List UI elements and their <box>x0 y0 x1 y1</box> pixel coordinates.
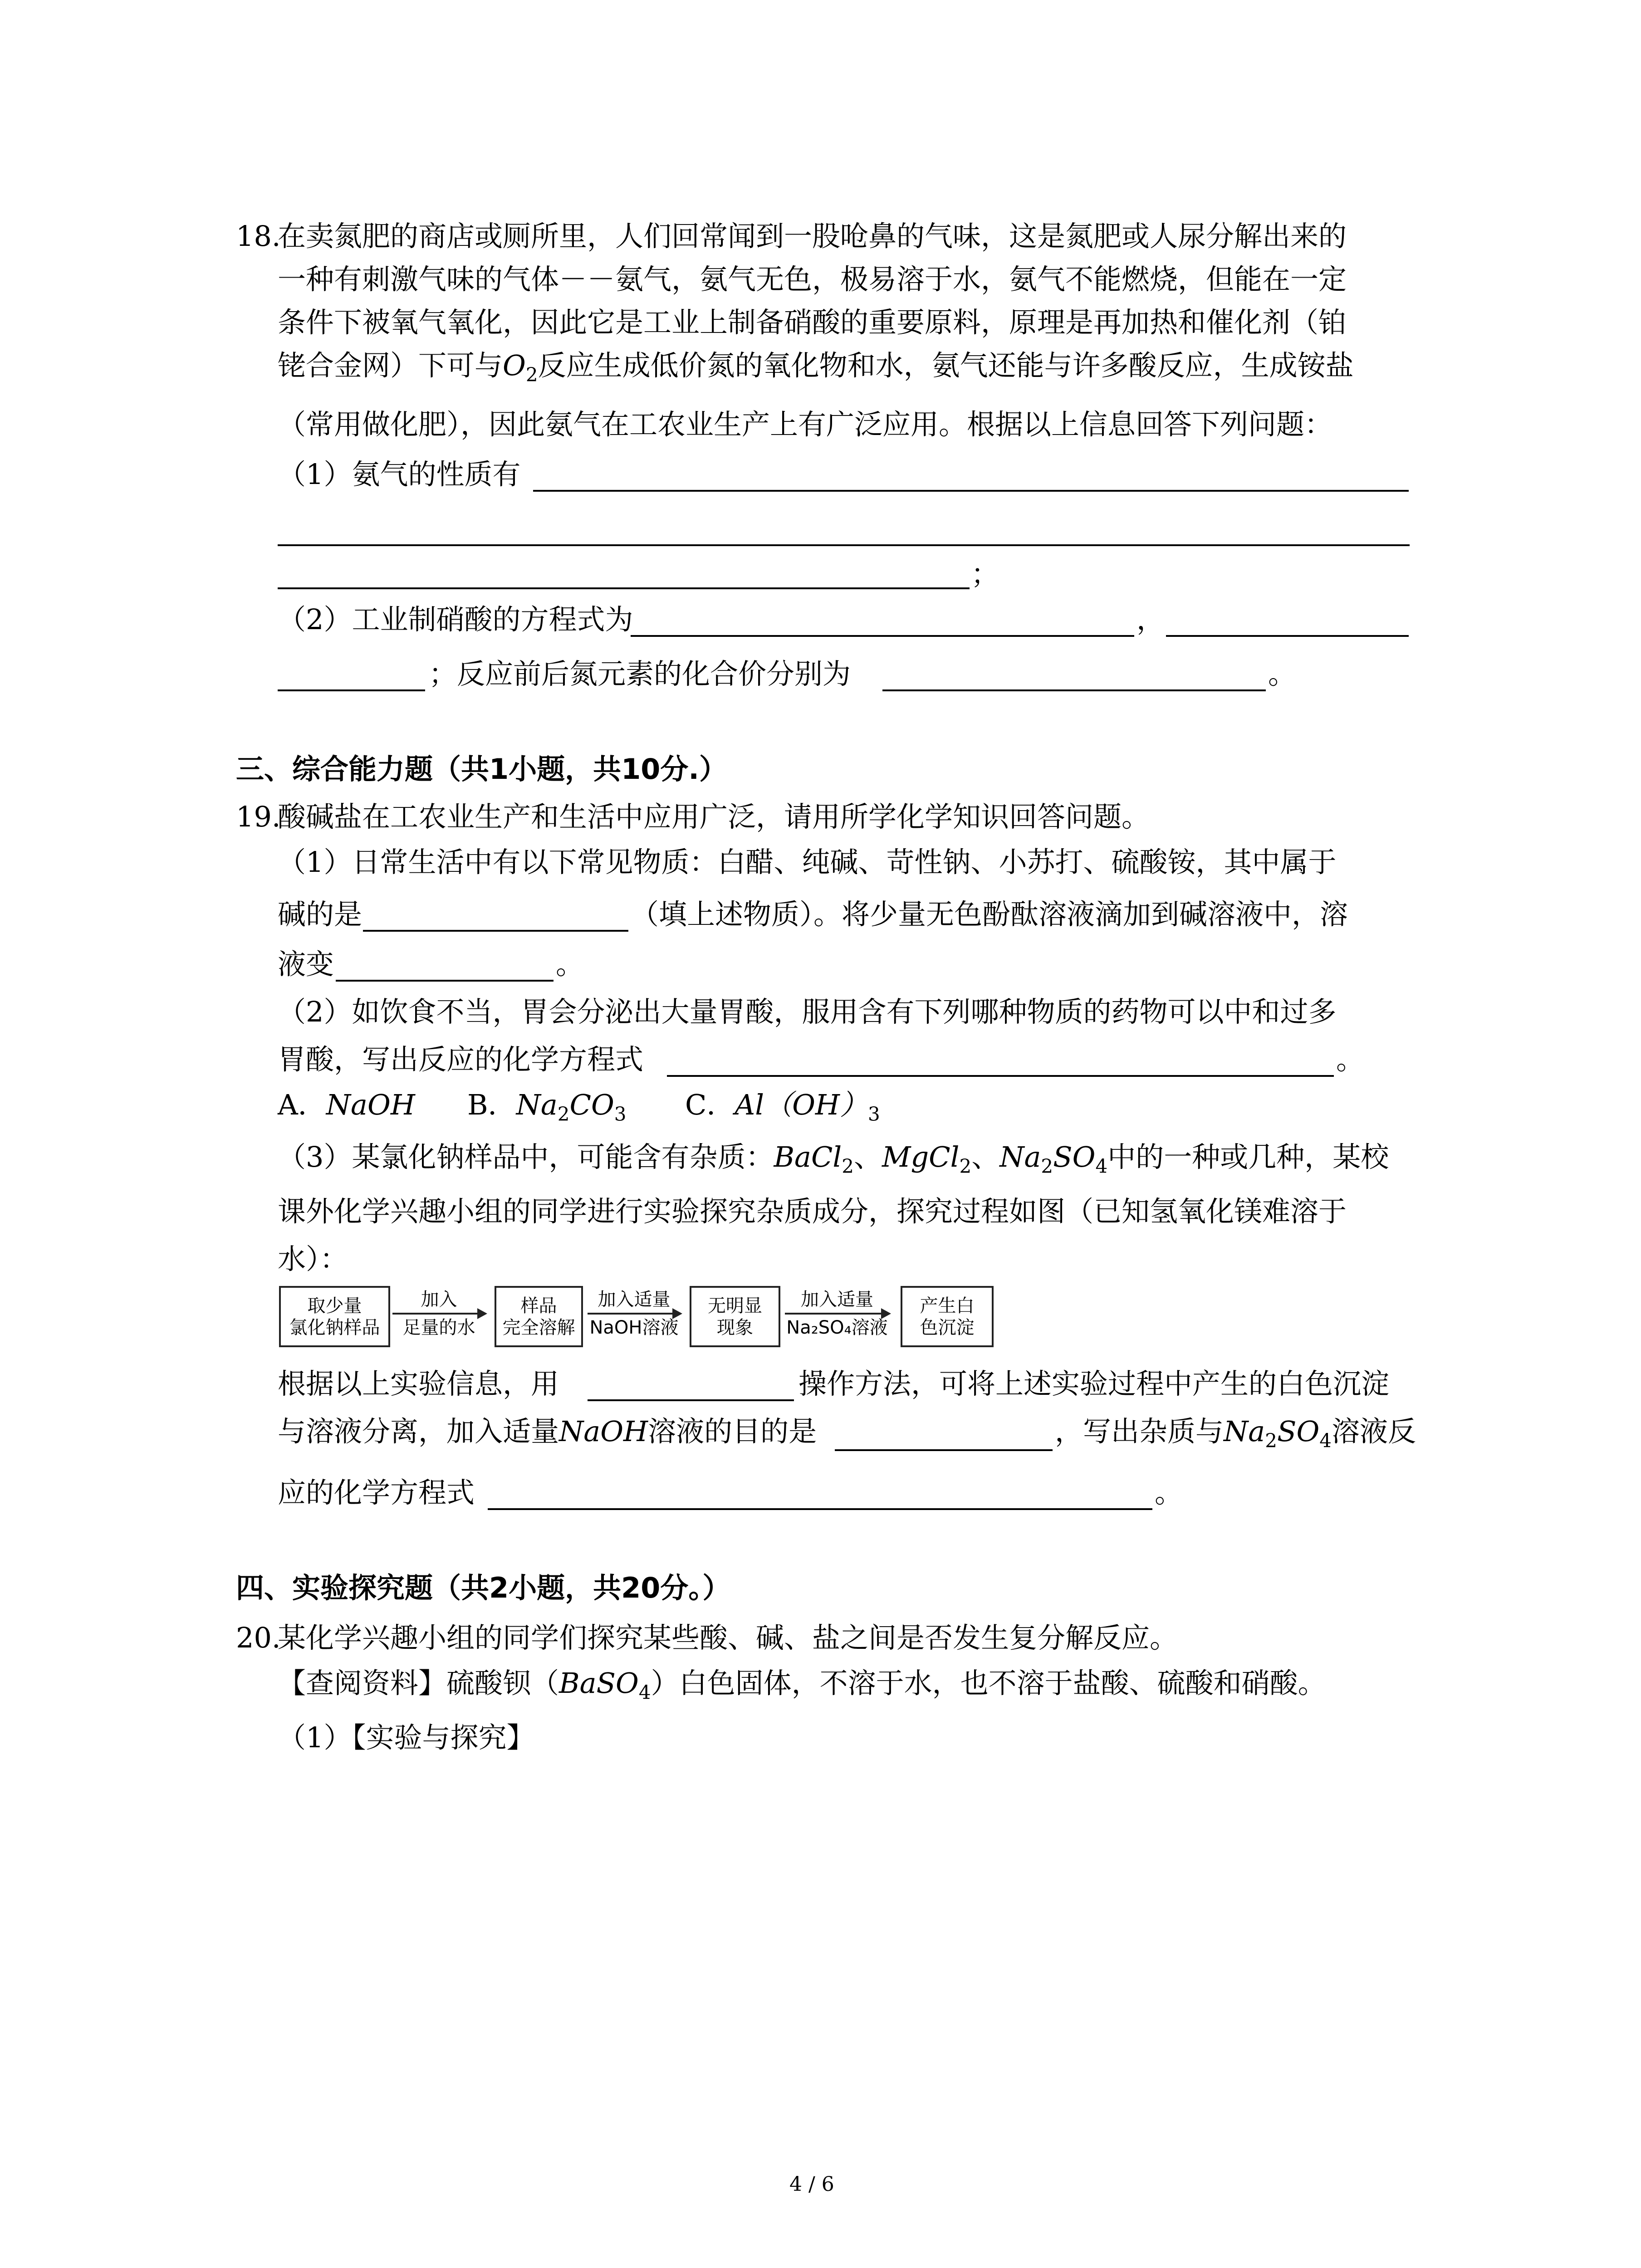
section-3-title: 三、综合能力题（共1小题，共10分.） <box>236 753 727 786</box>
q19-part-4-line-2a <box>278 1415 817 1448</box>
q20-line-3: （1）【实验与探究】 <box>278 1721 535 1754</box>
q18-formula-o2: O <box>503 349 526 382</box>
flow-arrow-naoh <box>588 1288 681 1339</box>
q18-answer-blank-1[interactable] <box>533 490 1409 492</box>
flow-box-no-change-line-1: 无明显 <box>708 1295 762 1316</box>
q19-part-3-line-3: 水）： <box>278 1242 348 1276</box>
flow-box-precipitate <box>901 1286 994 1347</box>
q19-part-4-text-a: 根据以上实验信息，用 <box>278 1367 559 1400</box>
q19-option-a-formula: NaOH <box>326 1088 415 1121</box>
flow-box-dissolved <box>495 1286 583 1347</box>
q19-option-a <box>278 1088 415 1121</box>
q19-part-4-so: SO <box>1277 1415 1320 1448</box>
flow-box-no-change-line-2: 现象 <box>717 1317 753 1338</box>
flow-arrow-na2so4-above: 加入适量 <box>801 1289 873 1310</box>
q19-answer-blank-1[interactable] <box>363 930 628 932</box>
q18-part-2-text-b: ；反应前后氮元素的化合价分别为 <box>429 657 851 690</box>
q18-part-2-label: （2）工业制硝酸的方程式为 <box>278 603 633 636</box>
q19-option-b-formula-2: CO <box>569 1088 614 1121</box>
flow-box-no-change <box>690 1286 780 1347</box>
q19-option-b-sub-2: 3 <box>614 1103 627 1125</box>
q19-part-1-text-d: 液变 <box>278 948 334 981</box>
q19-part-1-text-b: 碱的是 <box>278 898 362 931</box>
q19-part-1-line-1: （1）日常生活中有以下常见物质：白醋、纯碱、苛性钠、小苏打、硫酸铵，其中属于 <box>278 846 1337 879</box>
q19-part-1-text-e: 。 <box>556 948 584 981</box>
flow-box-dissolved-line-2: 完全溶解 <box>502 1317 575 1338</box>
q20-line-2-text-b: ）白色固体，不溶于水，也不溶于盐酸、硫酸和硝酸。 <box>651 1667 1326 1700</box>
q19-part-3-mgcl: MgCl <box>882 1140 960 1173</box>
flow-arrow-naoh-shaft <box>588 1313 681 1315</box>
q19-part-4-text-i: 应的化学方程式 <box>278 1476 475 1509</box>
q18-answer-blank-3[interactable] <box>278 587 970 589</box>
q18-line-4 <box>278 349 1354 389</box>
q18-answer-blank-4[interactable] <box>631 635 1134 637</box>
q20-formula-sub: 4 <box>638 1681 651 1704</box>
q18-formula-o2-sub: 2 <box>525 363 538 386</box>
q19-part-4-line-2b <box>1055 1415 1416 1455</box>
flow-box-sample-line-2: 氯化钠样品 <box>289 1317 380 1338</box>
flow-arrow-water-above: 加入 <box>421 1289 457 1310</box>
q19-part-3-sep-2: 、 <box>971 1140 1000 1173</box>
q19-option-c <box>685 1088 880 1128</box>
flow-box-sample-line-1: 取少量 <box>307 1295 362 1316</box>
q19-part-4-naoh: NaOH <box>559 1415 648 1448</box>
q19-part-4-na: Na <box>1224 1415 1265 1448</box>
flow-box-precipitate-line-1: 产生白 <box>920 1295 975 1316</box>
q18-line-4-text-b: 反应生成低价氮的氧化物和水，氨气还能与许多酸反应，生成铵盐 <box>538 349 1354 382</box>
q19-answer-blank-2[interactable] <box>336 980 554 982</box>
q18-comma: ， <box>1136 603 1165 636</box>
q18-line-5: （常用做化肥），因此氨气在工农业生产上有广泛应用。根据以上信息回答下列问题： <box>278 408 1333 441</box>
q18-answer-blank-2[interactable] <box>278 544 1410 546</box>
q20-formula-ba: Ba <box>559 1667 597 1700</box>
q19-part-4-text-h: 溶液反 <box>1332 1415 1416 1448</box>
q19-option-b <box>467 1088 627 1128</box>
flow-box-precipitate-line-2: 色沉淀 <box>920 1317 975 1338</box>
q18-answer-blank-5[interactable] <box>1166 635 1409 637</box>
q18-line-3: 条件下被氧气氧化，因此它是工业上制备硝酸的重要原料，原理是再加热和催化剂（铂 <box>278 306 1347 339</box>
q18-period: 。 <box>1268 657 1297 690</box>
q20-line-2 <box>278 1669 1326 1706</box>
q19-part-3-line-1 <box>278 1140 1389 1180</box>
flow-arrow-water-below: 足量的水 <box>402 1317 475 1338</box>
q19-option-a-label: A． <box>278 1088 326 1121</box>
q19-option-b-sub-1: 2 <box>557 1103 570 1125</box>
page-number: 4 / 6 <box>789 2173 834 2196</box>
q18-line-4-text-a: 铑合金网）下可与 <box>278 349 503 382</box>
flow-arrow-na2so4-shaft <box>785 1313 889 1315</box>
q18-answer-blank-7[interactable] <box>882 689 1266 691</box>
flow-box-dissolved-line-1: 样品 <box>520 1295 557 1316</box>
flow-box-sample <box>279 1286 390 1347</box>
flow-arrow-naoh-below: NaOH溶液 <box>589 1317 679 1338</box>
q19-option-c-formula-2: （OH） <box>764 1088 868 1121</box>
q19-answer-blank-3[interactable] <box>667 1075 1334 1077</box>
flow-arrow-water <box>392 1288 485 1339</box>
q18-line-1: 在卖氮肥的商店或厕所里，人们回常闻到一股呛鼻的气味，这是氮肥或人尿分解出来的 <box>278 220 1347 253</box>
q19-part-3-line-2: 课外化学兴趣小组的同学进行实验探究杂质成分，探究过程如图（已知氢氧化镁难溶于 <box>278 1195 1347 1228</box>
q19-part-3-text-b: 中的一种或几种，某校 <box>1107 1140 1389 1173</box>
flow-arrow-water-shaft <box>392 1313 485 1315</box>
flow-arrow-naoh-above: 加入适量 <box>598 1289 671 1310</box>
q19-part-4-text-j: 。 <box>1155 1476 1183 1509</box>
q19-part-4-na-sub: 2 <box>1265 1429 1277 1452</box>
q19-answer-blank-5[interactable] <box>835 1449 1053 1451</box>
section-4-title: 四、实验探究题（共2小题，共20分。） <box>236 1571 731 1604</box>
q19-part-2-text-b: 胃酸，写出反应的化学方程式 <box>278 1043 644 1076</box>
q18-number: 18. <box>236 220 281 253</box>
q19-part-4-text-e: ，写出杂质与 <box>1055 1415 1224 1448</box>
flow-arrow-na2so4-below: Na₂SO₄溶液 <box>786 1317 888 1338</box>
q19-part-3-so-sub: 4 <box>1095 1155 1108 1178</box>
q19-part-4-text-d: 溶液的目的是 <box>648 1415 817 1448</box>
q19-option-b-formula-1: Na <box>516 1088 558 1121</box>
q19-part-4-so-sub: 4 <box>1319 1429 1332 1452</box>
q19-number: 19. <box>236 800 281 833</box>
q19-part-3-text-a: （3）某氯化钠样品中，可能含有杂质： <box>278 1140 774 1173</box>
q19-part-3-na-sub: 2 <box>1041 1155 1053 1178</box>
q19-part-3-sep-1: 、 <box>853 1140 882 1173</box>
q19-part-3-bacl: BaCl <box>774 1140 842 1173</box>
q19-part-4-text-b: 操作方法，可将上述实验过程中产生的白色沉淀 <box>798 1367 1390 1400</box>
flow-arrow-na2so4 <box>785 1288 889 1339</box>
q19-part-3-bacl-sub: 2 <box>842 1155 854 1178</box>
q19-part-2-text-c: 。 <box>1336 1043 1365 1076</box>
q19-option-b-label: B． <box>467 1088 516 1121</box>
q19-part-3-so: SO <box>1053 1140 1096 1173</box>
q20-number: 20. <box>236 1621 281 1654</box>
q19-answer-blank-6[interactable] <box>488 1508 1152 1510</box>
q19-option-c-label: C． <box>685 1088 735 1121</box>
q18-part-1-label: （1）氨气的性质有 <box>278 458 521 491</box>
q19-option-c-sub: 3 <box>867 1103 880 1125</box>
q19-line-1: 酸碱盐在工农业生产和生活中应用广泛，请用所学化学知识回答问题。 <box>278 800 1150 833</box>
q18-line-2: 一种有刺激气味的气体－－氨气，氨气无色，极易溶于水，氨气不能燃烧，但能在一定 <box>278 263 1347 296</box>
q20-line-2-text-a: 【查阅资料】硫酸钡（ <box>278 1667 559 1700</box>
q19-part-4-text-c: 与溶液分离，加入适量 <box>278 1415 559 1448</box>
q20-formula-so: SO <box>596 1667 639 1700</box>
q19-part-2-line-1: （2）如饮食不当，胃会分泌出大量胃酸，服用含有下列哪种物质的药物可以中和过多 <box>278 995 1337 1028</box>
q19-part-3-na: Na <box>999 1140 1041 1173</box>
q20-line-1: 某化学兴趣小组的同学们探究某些酸、碱、盐之间是否发生复分解反应。 <box>278 1621 1178 1654</box>
q19-part-1-text-c: （填上述物质）。将少量无色酚酞溶液滴加到碱溶液中，溶 <box>631 898 1348 931</box>
q19-part-3-mgcl-sub: 2 <box>959 1155 972 1178</box>
q19-option-c-formula-1: Al <box>735 1088 764 1121</box>
q18-semicolon: ； <box>971 557 999 591</box>
q18-answer-blank-6[interactable] <box>278 689 425 691</box>
q19-answer-blank-4[interactable] <box>588 1399 794 1401</box>
